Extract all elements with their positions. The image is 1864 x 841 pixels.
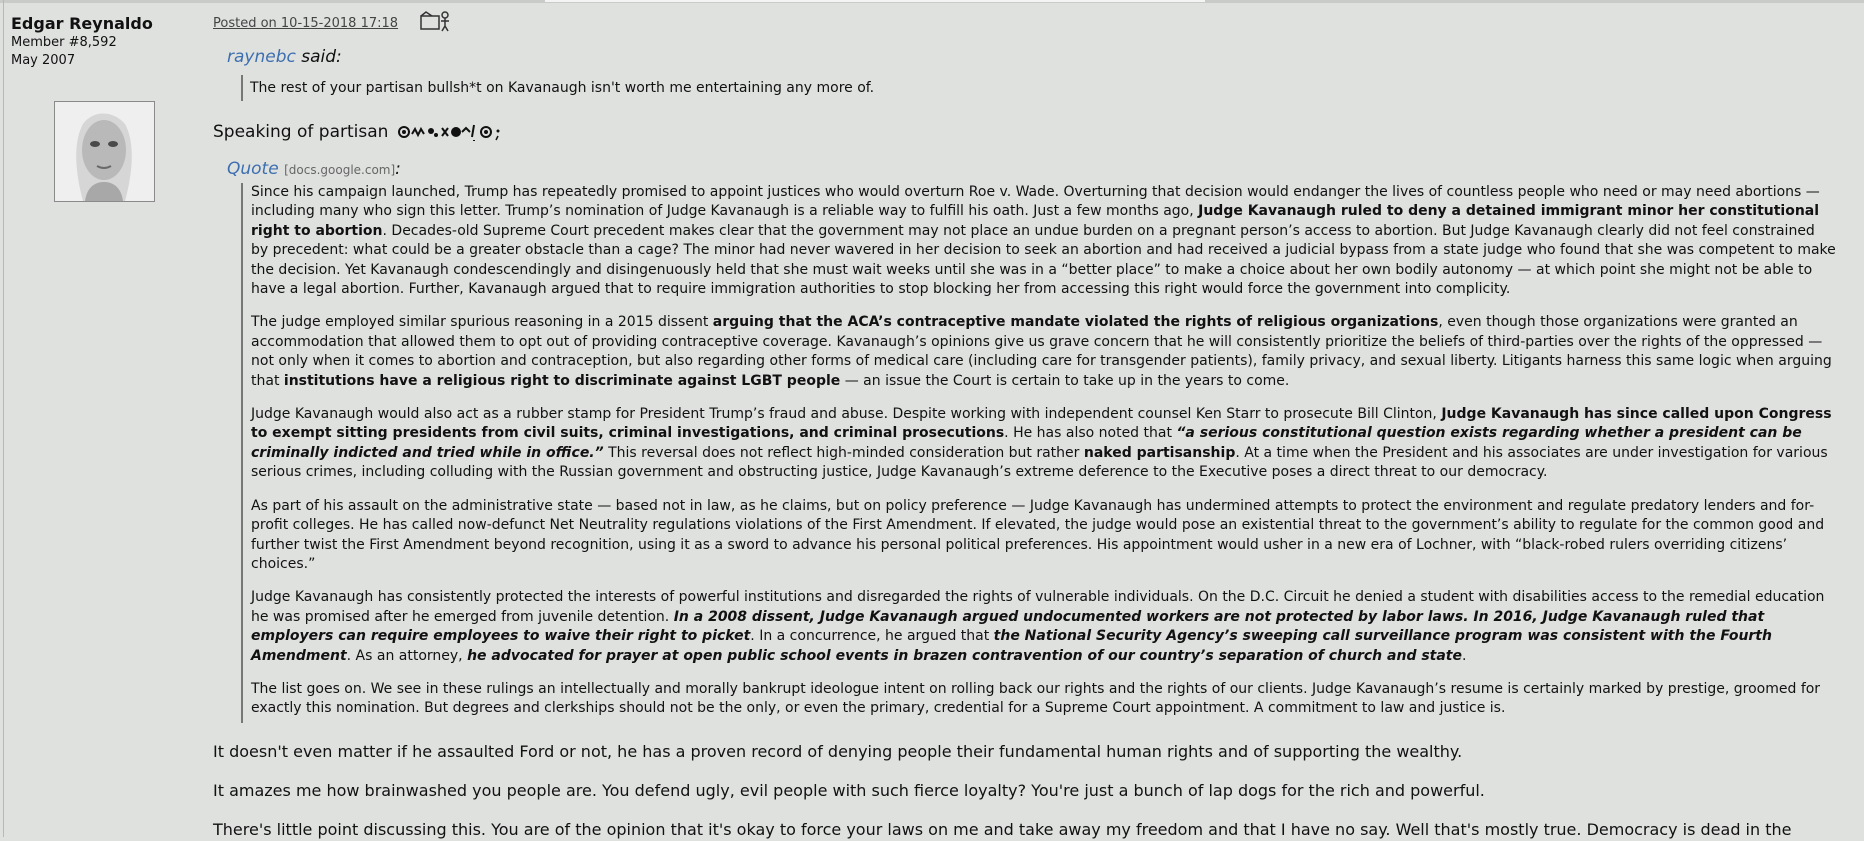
censored-swearing-icon bbox=[394, 121, 514, 143]
reply-paragraph-3: There's little point discussing this. You are of the opinion that it's okay to force your laws on me and take away my freedom and that I have no say. Well that's mostly true. Democracy is dead in the bbox=[213, 820, 1792, 839]
quote2-text-segment: This reversal does not reflect high-minded consideration but rather bbox=[603, 444, 1084, 461]
quote2-text-segment: As part of his assault on the administrative state — based not in law, as he claims, but on policy preference — Judge Kavanaugh has undermined attempts to protect the environment and regulate predatory lenders and for-profit colleges. He has called now-defunct Net Neutrality regulations violations of the First Amendment. If elevated, the judge would pose an existential threat to the government’s ability to regulate for the common good and further twist the First Amendment beyond recognition, using it as a sword to advance his personal political preferences. His appointment would usher in a new era of Lochner, with “black-robed rulers overriding citizens’ choices.” bbox=[251, 497, 1825, 572]
quote1-block bbox=[241, 75, 1641, 101]
quote2-text-segment: arguing that the ACA’s contraceptive mandate violated the rights of religious organizations bbox=[712, 314, 1439, 331]
quote2-attribution bbox=[227, 159, 401, 179]
join-date: May 2007 bbox=[11, 53, 76, 68]
quote2-text-segment: . At a time when the President and his associates are under investigation for various serious crimes, including colluding with the Russian government and obstructing justice, Judge Kavanaugh’s extreme deference to the Executive poses a direct threat to our democracy. bbox=[251, 444, 1828, 481]
quote2-text-segment: . bbox=[1462, 647, 1467, 664]
quote2-text-segment: . Decades-old Supreme Court precedent makes clear that the government may not place an undue burden on a pregnant person’s access to abortion. But Judge Kavanaugh clearly did not feel constrained by precedent: what could be a greater obstacle than a cage? The minor had never wavered in her decision to seek an abortion and had received a judicial bypass from a state judge who found that she was competent to make the decision. Yet Kavanaugh condescendingly and disingenuously held that she must wait weeks until she was in a “better place” to make a choice about her own bodily autonomy — at which point she might not be able to have a legal abortion. Further, Kavanaugh argued that to require immigration authorities to stop blocking her from accessing this right would force the government into complicity. bbox=[251, 222, 1836, 298]
quote2-paragraph bbox=[251, 680, 1836, 719]
reply-paragraph-1: It doesn't even matter if he assaulted Ford or not, he has a proven record of denying people their fundamental human rights and of supporting the wealthy. bbox=[213, 742, 1463, 761]
username[interactable]: Edgar Reynaldo bbox=[11, 14, 153, 33]
avatar-portrait-icon bbox=[55, 102, 154, 201]
quote2-paragraph bbox=[251, 588, 1836, 666]
top-border bbox=[0, 0, 1864, 3]
quote2-text-segment: “a serious constitutional question exists regarding whether a president can be criminally indicted and tried while in office.” bbox=[251, 425, 1802, 461]
quote2-paragraph bbox=[251, 183, 1836, 299]
quote2-text-segment: Judge Kavanaugh has since called upon Congress to exempt sitting presidents from civil suits, criminal investigations, and criminal prosecutions bbox=[251, 406, 1832, 442]
quote1-attribution bbox=[227, 47, 342, 67]
quote2-paragraph bbox=[251, 313, 1836, 391]
quote2-text-segment: Judge Kavanaugh would also act as a rubber stamp for President Trump’s fraud and abuse. Despite working with independent counsel Ken Starr to prosecute Bill Clinton, bbox=[251, 406, 1442, 423]
left-border bbox=[3, 0, 4, 837]
quote2-source: [docs.google.com] bbox=[284, 163, 396, 177]
quote2-text-segment: , even though those organizations were granted an accommodation that allowed them to opt out of providing contraceptive coverage. Kavanaugh’s opinions give us grave concern that he will consistently prioritize the beliefs of third-parties over the rights of the oppressed — not only when it comes to abortion and contraception, but also regarding other forms of medical care (including care for transgender patients), family privacy, and sexual liberty. Litigants harness this same logic when arguing that bbox=[251, 314, 1832, 389]
quote2-text-segment: . He has also noted that bbox=[1004, 425, 1177, 442]
speaking-text: Speaking of partisan bbox=[213, 122, 389, 142]
quote2-text-segment: the National Security Agency’s sweeping call surveillance program was consistent with the Fourth Amendment bbox=[251, 628, 1772, 664]
user-report-icon[interactable] bbox=[420, 9, 452, 33]
quote2-text-segment: — an issue the Court is certain to take up in the years to come. bbox=[840, 372, 1290, 389]
quote2-text-segment: Judge Kavanaugh ruled to deny a detained immigrant minor her constitutional right to abortion bbox=[251, 203, 1820, 239]
reply-paragraph-2: It amazes me how brainwashed you people are. You defend ugly, evil people with such fierce loyalty? You're just a bunch of lap dogs for the rich and powerful. bbox=[213, 781, 1485, 800]
quote2-text-segment: Since his campaign launched, Trump has repeatedly promised to appoint justices who would overturn Roe v. Wade. Overturning that decision would endanger the lives of countless people who need or may need abortions — including many who sign this letter. Trump’s nomination of Judge Kavanaugh is a reliable way to fulfill his oath. Just a few months ago, bbox=[251, 184, 1820, 220]
quote2-text-segment: The judge employed similar spurious reasoning in a 2015 dissent bbox=[251, 314, 713, 331]
member-number: Member #8,592 bbox=[11, 35, 117, 50]
posted-on-link[interactable]: Posted on 10-15-2018 17:18 bbox=[213, 16, 399, 31]
quote2-text-segment: naked partisanship bbox=[1083, 444, 1236, 461]
quote2-block bbox=[241, 183, 1841, 723]
quote2-text-segment: Judge Kavanaugh has consistently protected the interests of powerful institutions and disregarded the rights of vulnerable individuals. On the D.C. Circuit he denied a student with disabilities access to the remedial education he was promised after he emerged from juvenile detention. bbox=[251, 589, 1825, 625]
quote1-text: The rest of your partisan bullsh*t on Kavanaugh isn't worth me entertaining any more of. bbox=[250, 80, 875, 96]
speaking-line bbox=[213, 121, 514, 143]
quote1-said: said: bbox=[301, 47, 342, 67]
quote1-author-link[interactable]: raynebc bbox=[227, 47, 296, 67]
quote2-colon: : bbox=[395, 159, 401, 179]
quote2-paragraph bbox=[251, 497, 1836, 575]
quote2-text-segment: The list goes on. We see in these rulings an intellectually and morally bankrupt ideologue intent on rolling back our rights and the rights of our clients. Judge Kavanaugh’s resume is certainly marked by prestige, groomed for exactly this nomination. But degrees and clerkships should not be the only, or even the primary, credential for a Supreme Court appointment. A commitment to law and justice is. bbox=[251, 680, 1821, 717]
quote2-text-segment: . As an attorney, bbox=[346, 647, 468, 664]
user-info bbox=[11, 14, 201, 70]
quote2-text-segment: he advocated for prayer at open public school events in brazen contravention of our country’s separation of church and state bbox=[467, 647, 1462, 664]
avatar[interactable] bbox=[54, 101, 155, 202]
quote2-text-segment: . In a concurrence, he argued that bbox=[750, 628, 994, 645]
quote2-text-segment: institutions have a religious right to discriminate against LGBT people bbox=[283, 372, 841, 389]
quote2-text-segment: In a 2008 dissent, Judge Kavanaugh argued undocumented workers are not protected by labor laws. In 2016, Judge Kavanaugh ruled that employers can require employees to waive their right to picket bbox=[251, 608, 1765, 645]
quote2-paragraph bbox=[251, 405, 1836, 483]
quote2-label-link[interactable]: Quote bbox=[227, 159, 279, 179]
